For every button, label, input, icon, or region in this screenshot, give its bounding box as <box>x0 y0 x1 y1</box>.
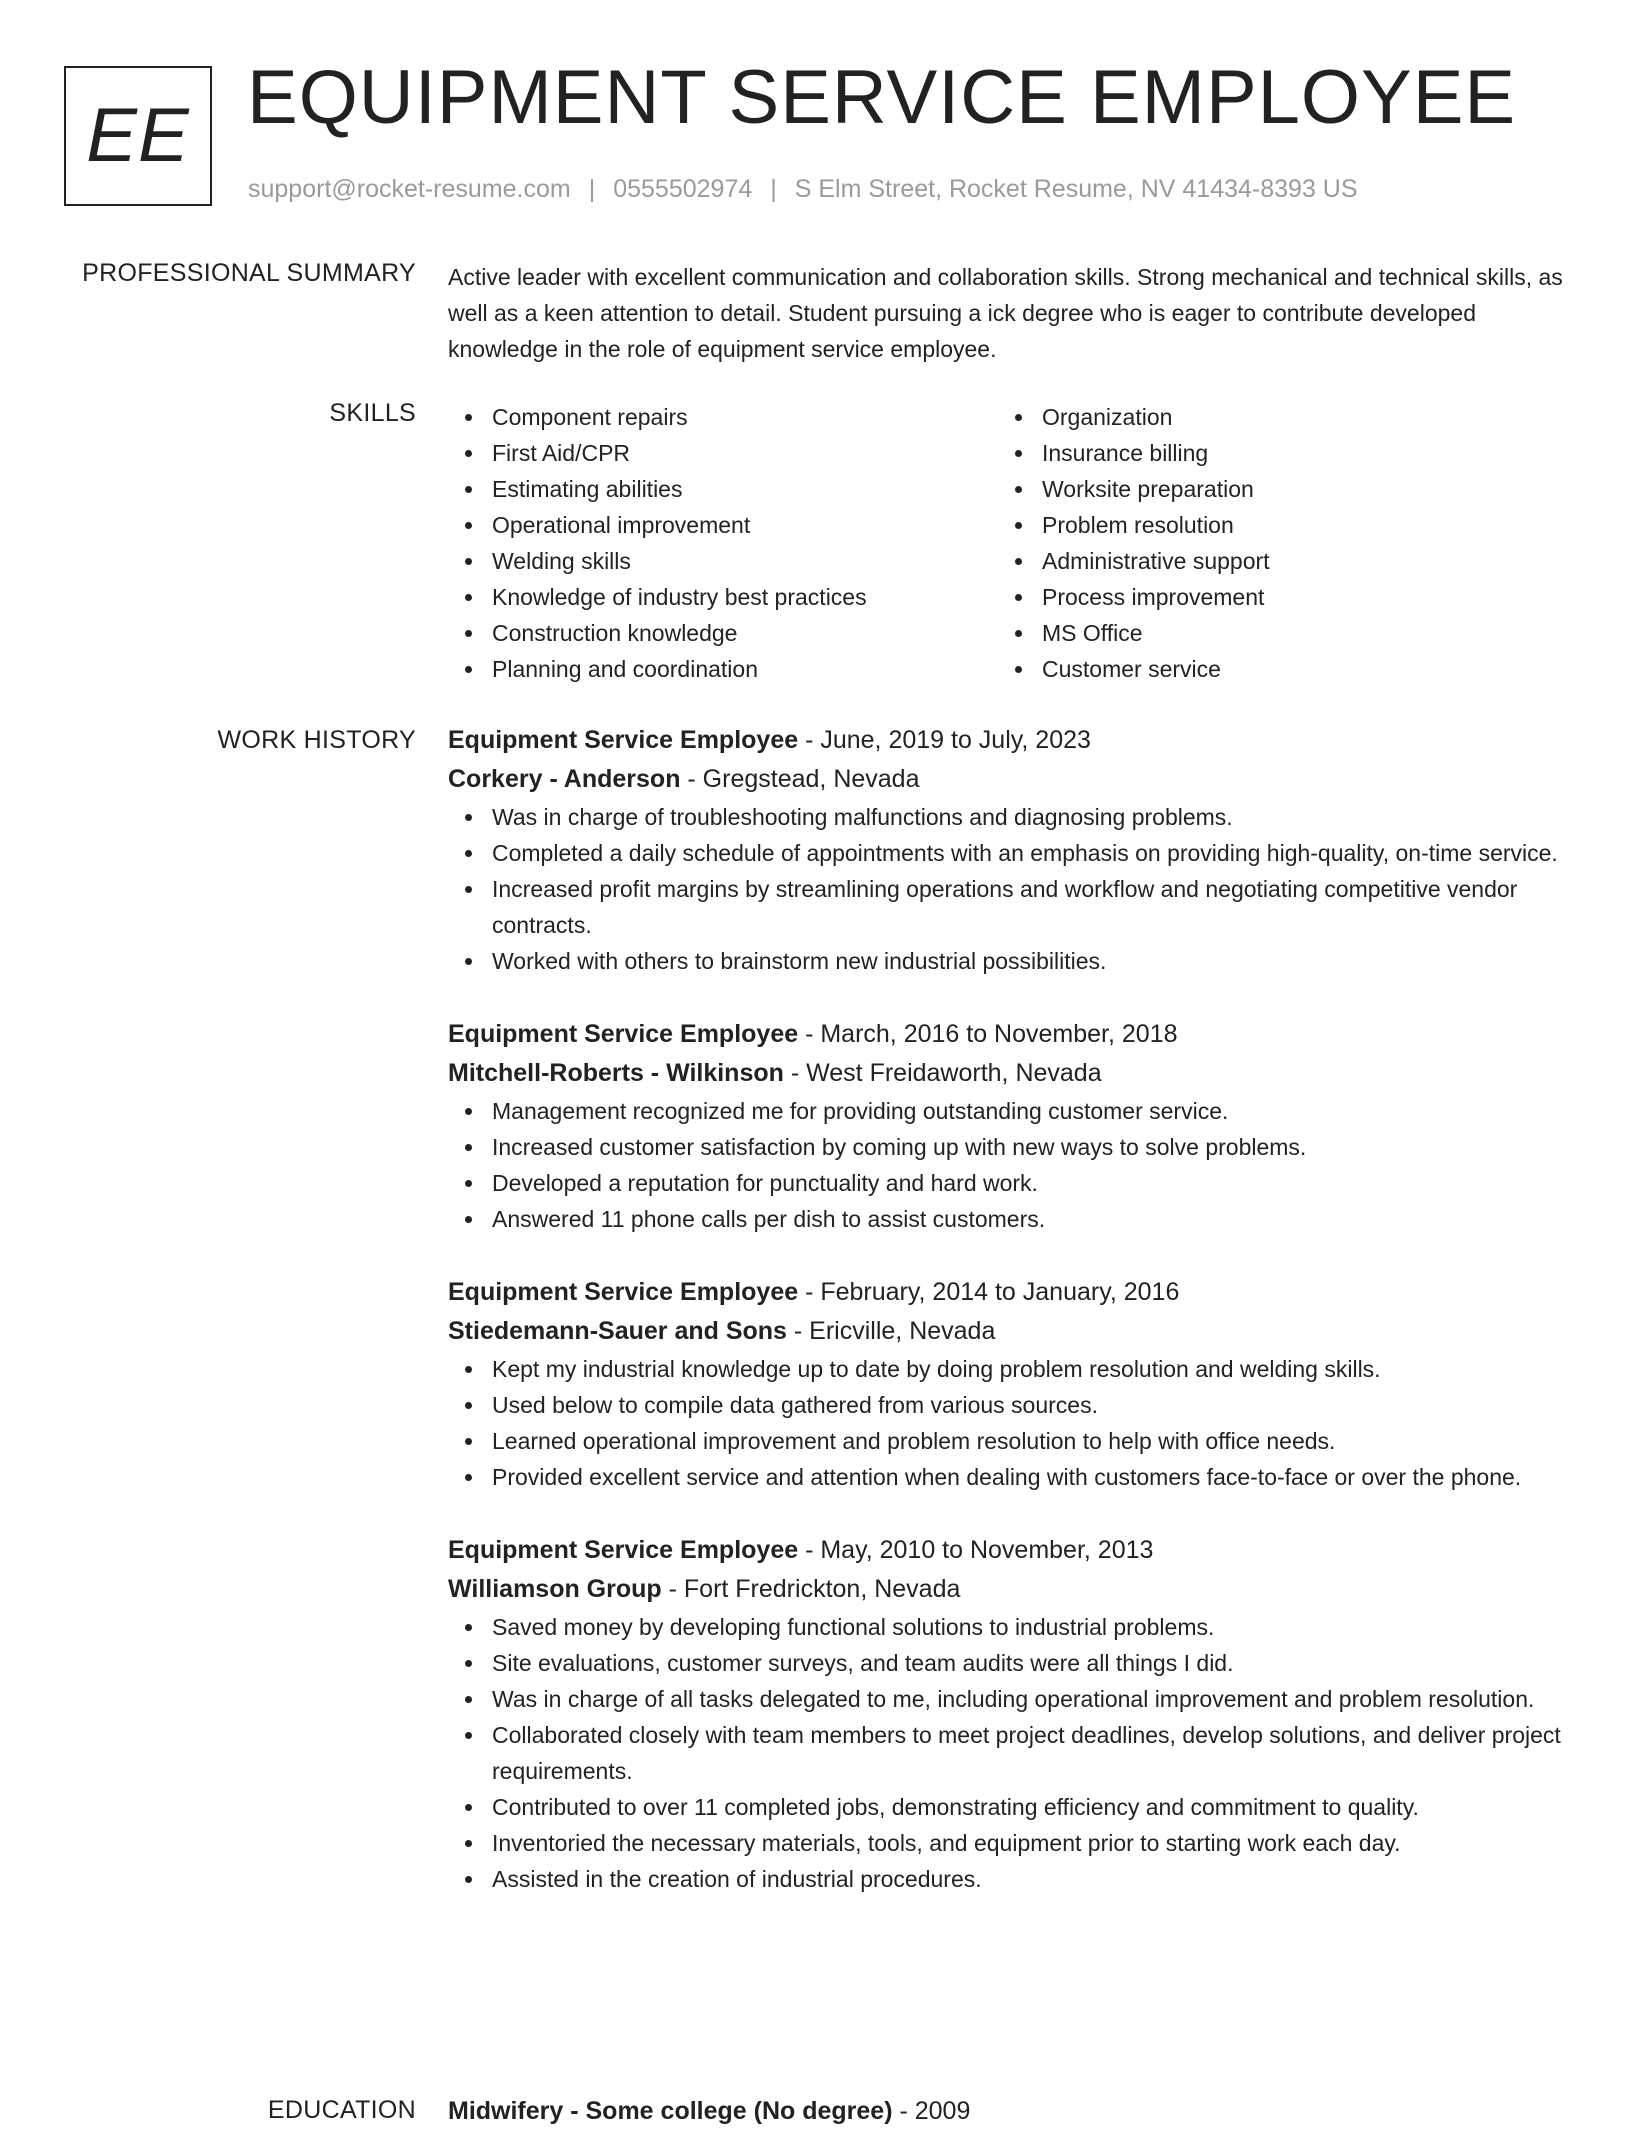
skill-item: Knowledge of industry best practices <box>492 579 998 615</box>
skill-item: Welding skills <box>492 543 998 579</box>
skills-column-right <box>998 399 1548 687</box>
job-location: - Fort Fredrickton, Nevada <box>661 1575 961 1603</box>
job-title-line <box>448 721 1568 760</box>
job-title-line <box>448 1015 1568 1054</box>
section-title-work-history: WORK HISTORY <box>217 726 416 754</box>
education-degree: Midwifery - Some college (No degree) <box>448 2097 893 2125</box>
job-location: - Gregstead, Nevada <box>680 765 920 793</box>
job-bullet: Worked with others to brainstorm new industrial possibilities. <box>492 943 1568 979</box>
job-bullet: Inventoried the necessary materials, tools, and equipment prior to starting work each day. <box>492 1825 1568 1861</box>
job-bullet-list <box>448 1093 1568 1237</box>
skills-grid <box>448 399 1568 687</box>
job-bullet: Collaborated closely with team members to meet project deadlines, develop solutions, and deliver project requirements. <box>492 1717 1568 1789</box>
contact-phone[interactable]: 0555502974 <box>613 175 753 203</box>
candidate-name: EQUIPMENT SERVICE EMPLOYEE <box>247 55 1517 140</box>
job-bullet: Was in charge of troubleshooting malfunctions and diagnosing problems. <box>492 799 1568 835</box>
job-company: Williamson Group <box>448 1575 662 1603</box>
job-role: Equipment Service Employee <box>448 1536 799 1564</box>
skill-item: Administrative support <box>1042 543 1548 579</box>
job-bullet: Developed a reputation for punctuality and hard work. <box>492 1165 1568 1201</box>
skill-item: Customer service <box>1042 651 1548 687</box>
contact-address: S Elm Street, Rocket Resume, NV 41434-8393 US <box>794 175 1358 203</box>
job-company-line <box>448 1054 1568 1093</box>
job-bullet: Was in charge of all tasks delegated to me, including operational improvement and problem resolution. <box>492 1681 1568 1717</box>
job-title-line <box>448 1531 1568 1570</box>
job-bullet-list <box>448 1351 1568 1495</box>
job-company: Corkery - Anderson <box>448 765 681 793</box>
job-bullet: Saved money by developing functional solutions to industrial problems. <box>492 1609 1568 1645</box>
skill-item: Operational improvement <box>492 507 998 543</box>
job-entry <box>448 1531 1568 1897</box>
job-bullet: Site evaluations, customer surveys, and team audits were all things I did. <box>492 1645 1568 1681</box>
job-entry <box>448 721 1568 979</box>
job-dates: - May, 2010 to November, 2013 <box>798 1536 1154 1564</box>
job-dates: - February, 2014 to January, 2016 <box>798 1278 1180 1306</box>
job-company-line <box>448 760 1568 799</box>
job-role: Equipment Service Employee <box>448 1278 799 1306</box>
job-bullet-list <box>448 1609 1568 1897</box>
job-company: Mitchell-Roberts - Wilkinson <box>448 1059 784 1087</box>
contact-email[interactable]: support@rocket-resume.com <box>248 175 571 203</box>
skill-item: Worksite preparation <box>1042 471 1548 507</box>
skill-item: Component repairs <box>492 399 998 435</box>
job-bullet: Learned operational improvement and problem resolution to help with office needs. <box>492 1423 1568 1459</box>
job-role: Equipment Service Employee <box>448 1020 799 1048</box>
skill-item: First Aid/CPR <box>492 435 998 471</box>
job-bullet: Contributed to over 11 completed jobs, demonstrating efficiency and commitment to quality. <box>492 1789 1568 1825</box>
job-bullet: Used below to compile data gathered from various sources. <box>492 1387 1568 1423</box>
skills-list-right <box>998 399 1548 687</box>
job-location: - West Freidaworth, Nevada <box>783 1059 1102 1087</box>
job-entry <box>448 1273 1568 1495</box>
job-bullet: Increased profit margins by streamlining operations and workflow and negotiating competitive vendor contracts. <box>492 871 1568 943</box>
skill-item: Insurance billing <box>1042 435 1548 471</box>
skill-item: Construction knowledge <box>492 615 998 651</box>
summary-text: Active leader with excellent communication and collaboration skills. Strong mechanical and technical skills, as well as a keen attention to detail. Student pursuing a ick degree who is eager to contribute developed knowledge in the role of equipment service employee. <box>448 264 1563 362</box>
section-title-skills: SKILLS <box>329 399 416 427</box>
job-bullet: Provided excellent service and attention when dealing with customers face-to-face or over the phone. <box>492 1459 1568 1495</box>
job-bullet: Kept my industrial knowledge up to date by doing problem resolution and welding skills. <box>492 1351 1568 1387</box>
skills-section <box>448 399 1568 687</box>
skill-item: Organization <box>1042 399 1548 435</box>
contact-line <box>248 174 1358 204</box>
skills-list-left <box>448 399 998 687</box>
job-location: - Ericville, Nevada <box>786 1317 996 1345</box>
job-bullet: Assisted in the creation of industrial procedures. <box>492 1861 1568 1897</box>
job-bullet: Answered 11 phone calls per dish to assist customers. <box>492 1201 1568 1237</box>
job-title-line <box>448 1273 1568 1312</box>
skill-item: MS Office <box>1042 615 1548 651</box>
section-title-summary: PROFESSIONAL SUMMARY <box>82 259 416 287</box>
job-company-line <box>448 1570 1568 1609</box>
skills-column-left <box>448 399 998 687</box>
education-year: - 2009 <box>892 2097 971 2125</box>
skill-item: Estimating abilities <box>492 471 998 507</box>
monogram-initials: EE <box>86 93 190 178</box>
job-company-line <box>448 1312 1568 1351</box>
summary-section <box>448 259 1568 367</box>
job-bullet: Completed a daily schedule of appointments with an emphasis on providing high-quality, on-time service. <box>492 835 1568 871</box>
job-bullet-list <box>448 799 1568 979</box>
job-company: Stiedemann-Sauer and Sons <box>448 1317 787 1345</box>
job-bullet: Increased customer satisfaction by coming up with new ways to solve problems. <box>492 1129 1568 1165</box>
job-bullet: Management recognized me for providing outstanding customer service. <box>492 1093 1568 1129</box>
contact-separator: | <box>588 175 596 203</box>
work-history-section <box>448 721 1568 1897</box>
skill-item: Problem resolution <box>1042 507 1548 543</box>
contact-separator: | <box>770 175 777 203</box>
skill-item: Process improvement <box>1042 579 1548 615</box>
job-dates: - June, 2019 to July, 2023 <box>798 726 1091 754</box>
job-role: Equipment Service Employee <box>448 726 799 754</box>
section-title-education: EDUCATION <box>267 2096 416 2124</box>
job-entry <box>448 1015 1568 1237</box>
skill-item: Planning and coordination <box>492 651 998 687</box>
job-dates: - March, 2016 to November, 2018 <box>798 1020 1178 1048</box>
monogram-box <box>64 66 212 206</box>
